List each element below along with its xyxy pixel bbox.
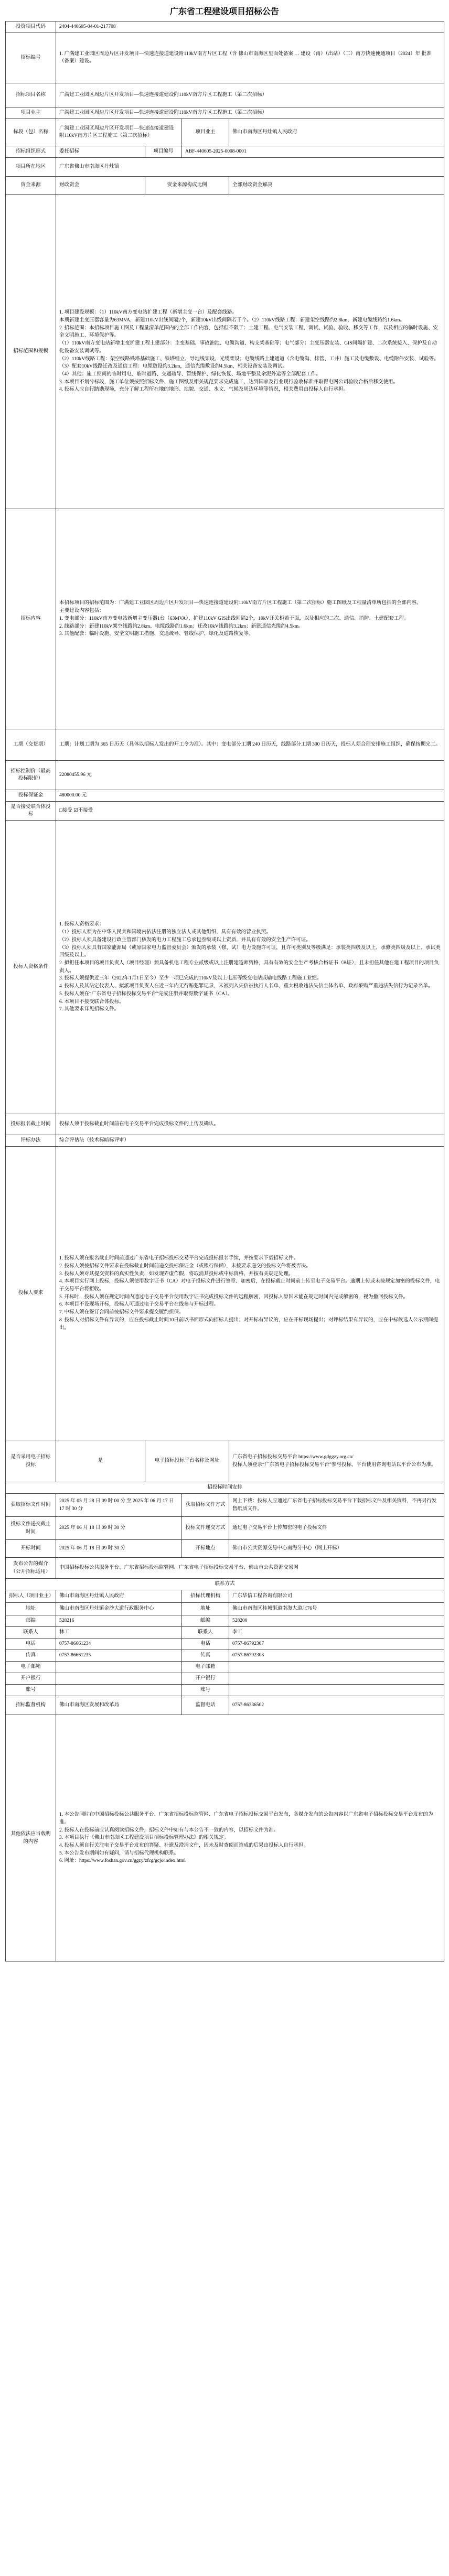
media-label: 发布公告的媒介（公开招标适用） <box>6 1558 56 1579</box>
owner-side-value: 佛山市南海区丹灶镇人民政府 <box>229 118 444 146</box>
ecommerce-value: 是 <box>56 1440 145 1482</box>
agency-person-value: 李工 <box>229 1627 444 1639</box>
scope-value: 1. 项目建设规模：（1）110kV南方变电站扩建工程（新增主变一台）及配套线路。 本期新建主变压器容量为63MVA，新建110kV出线间隔2个，新建10kV出线间隔若干个。（2）110kV线路工程：新建架空线路约2.8km，新建电缆线路约1.6km。 2. 招标范围：本招标项目施工图及工程量清单范围内的全部工作内容，包括但不限于：土建工程、电气安装工程、调试、试验、验收、移交等工作，以及相应的临时设施、安全文明施工、环境保护等。 （1）110kV南方变电站新增主变扩建工程土建部分：主变基础、事故油池、电缆沟道、构支架基础等；电气部分：主变压器安装、GIS间隔扩建、二次系统接入、保护及自动化设备安装调试等。 （2）110kV线路工程：架空线路铁塔基础施工、铁塔组立、导地线架设、光缆架设；电缆线路土建通道（含电缆沟、排管、工井）施工及电缆敷设、电缆附件安装、试验等。 （3）配套10kV线路迁改及通信工程：电缆敷设约3.2km，通信光缆敷设约4.5km，相关设备安装及调试。 （4）其他：施工期间的临时用电、临时道路、交通疏导、管线保护、绿化恢复、场地平整及余泥外运等全部配套工作。 3. 本项目不划分标段，施工单位须按照招标文件、施工图纸及相关规范要求完成施工，达到国家及行业现行验收标准并取得电网公司验收合格后移交使用。 4. 投标人应自行踏勘现场，充分了解工程所在地的地形、地貌、交通、水文、气候及周边环境等情况，相关费用由投标人自行承担。 <box>56 194 444 509</box>
content-label: 招标内容 <box>6 509 56 729</box>
approval-value: 广满建工业园区周边片区开发项目—快速连接道建设附110kV南方片区工程施工（第二次招标） <box>56 83 444 107</box>
tender-code-label: 项目编号 <box>145 146 182 157</box>
agency-addr-value: 佛山市南海区桂城街道南海大道北76号 <box>229 1603 444 1615</box>
get-doc-time-value: 2025 年 05 月 28 日 09 时 00 分 至 2025 年 06 月 17 日 17 时 30 分 <box>56 1494 182 1517</box>
agency-phone-value: 0757-86792307 <box>229 1639 444 1650</box>
agency-email-value <box>229 1662 444 1673</box>
owner-email-value <box>56 1662 182 1673</box>
open-place-label: 开标地点 <box>182 1540 229 1558</box>
supervision-label: 招标监督机构 <box>6 1696 56 1715</box>
owner-account-value <box>56 1685 182 1696</box>
agency-addr-label: 地址 <box>182 1603 229 1615</box>
other-req-value: 1. 投标人须在报名截止时间前通过广东省电子招标投标交易平台完成投标报名手续，并按要求下载招标文件。 2. 投标人须按招标文件要求在投标截止时间前递交投标保证金（或银行保函），未按要求递交的投标文件将被否决。 3. 投标人须对其提交资料的真实性负责，如发现弄虚作假，将取消其投标或中标资格，并按有关规定处理。 4. 本项目实行网上投标，投标人须使用数字证书（CA）对电子投标文件进行签章、加密后，在投标截止时间前上传至电子交易平台。逾期上传或未按规定加密的投标文件，电子交易平台将拒收。 5. 开标时，投标人须在规定时间内通过电子交易平台使用数字证书完成投标文件的远程解密，因投标人原因未能在规定时间内完成解密的，视为撤回投标文件。 6. 本项目不设现场开标，投标人可通过电子交易平台在线参与开标过程。 7. 中标人须在签订合同前按招标文件要求提交履约担保。 8. 投标人对招标文件有异议的，应在投标截止时间10日前以书面形式向招标人提出；对开标有异议的，应在开标现场提出；对评标结果有异议的，应在中标候选人公示期间提出。 <box>56 1147 444 1440</box>
owner-account-label: 账号 <box>6 1685 56 1696</box>
owner-person-label: 联系人 <box>6 1627 56 1639</box>
supervision-phone-label: 监督电话 <box>182 1696 229 1715</box>
owner-bank-label: 开户银行 <box>6 1673 56 1685</box>
get-doc-time-label: 获取招标文件时间 <box>6 1494 56 1517</box>
eval-value: 综合评估法（技术标暗标评审） <box>56 1135 444 1147</box>
joint-label: 是否接受联合体投标 <box>6 801 56 820</box>
owner-email-label: 电子邮箱 <box>6 1662 56 1673</box>
owner-contact-label: 招标人（项目业主） <box>6 1590 56 1603</box>
qualification-label: 投标人资格条件 <box>6 821 56 1114</box>
agency-person-label: 联系人 <box>182 1627 229 1639</box>
owner-person-value: 林工 <box>56 1627 182 1639</box>
owner-phone-label: 电话 <box>6 1639 56 1650</box>
tender-project-label: 标段（包）名称 <box>6 118 56 146</box>
owner-side-label: 项目业主 <box>182 118 229 146</box>
owner-value: 广满建工业园区周边片区开发项目—快速连接道建设附110kV南方片区工程施工（第二次招标） <box>56 107 444 118</box>
owner-addr-label: 地址 <box>6 1603 56 1615</box>
get-doc-way-value: 网上下载：投标人应通过广东省电子招标投标交易平台下载招标文件及相关资料，不再另行发售纸质文件。 <box>229 1494 444 1517</box>
project-code-label: 投资项目代码 <box>6 21 56 33</box>
supervision-phone-value: 0757-86336502 <box>229 1696 444 1715</box>
eval-label: 评标办法 <box>6 1135 56 1147</box>
open-place-value: 佛山市公共资源交易中心南海分中心（网上开标） <box>229 1540 444 1558</box>
other-req-label: 投标人要求 <box>6 1147 56 1440</box>
page-title: 广东省工程建设项目招标公告 <box>169 7 279 16</box>
deposit-value: 480000.00 元 <box>56 790 444 801</box>
agency-account-label: 账号 <box>182 1685 229 1696</box>
platform-note: 投标人须登录“广东省电子招标投标交易平台”参与投标，平台使用咨询电话以平台公布为准。 <box>232 1462 436 1468</box>
project-code-value: 2404-440605-04-01-217708 <box>56 21 444 33</box>
announcement-page <box>5 0 444 1961</box>
qualification-value: 1. 投标人资格要求： （1）投标人须为在中华人民共和国境内依法注册的独立法人或其他组织，具有有效的营业执照。 （2）投标人须具备建设行政主管部门核发的电力工程施工总承包叁级或以上资质，并具有有效的安全生产许可证。 （3）投标人须具有国家能源局（或原国家电力监管委员会）颁发的承装（修、试）电力设施许可证，且许可类别及等级满足：承装类四级及以上、承修类四级及以上、承试类四级及以上。 2. 拟担任本项目的项目负责人（项目经理）须具备机电工程专业贰级或以上注册建造师资格，具有有效的安全生产考核合格证书（B证），且未担任其他在建工程项目的项目负责人。 3. 投标人须提供近三年（2022年1月1日至今）至少一项已完成的110kV及以上电压等级变电站或输电线路工程施工业绩。 4. 投标人及其法定代表人、拟派项目负责人在近三年内无行贿犯罪记录，未被列入失信被执行人名单、重大税收违法失信主体名单、政府采购严重违法失信行为记录名单。 5. 投标人须在“广东省电子招标投标交易平台”完成注册并取得数字证书（CA）。 6. 本项目不接受联合体投标。 7. 其他要求详见招标文件。 <box>56 821 444 1114</box>
get-doc-way-short: 网上下载 <box>232 1498 253 1504</box>
submit-way-value: 通过电子交易平台上传加密的电子投标文件 <box>229 1517 444 1540</box>
tender-code-value: ABF-440605-2025-0008-0001 <box>182 146 444 157</box>
media-value: 中国招标投标公共服务平台、广东省招标投标监管网、广东省电子招标投标交易平台、佛山市公共资源交易网 <box>56 1558 444 1579</box>
submit-way-label: 投标文件递交方式 <box>182 1517 229 1540</box>
agency-contact-label: 招标代理机构 <box>182 1590 229 1603</box>
get-doc-way-label: 获取招标文件方式 <box>182 1494 229 1517</box>
announcement-table <box>5 21 444 1961</box>
agency-contact-name: 广东华信工程咨询有限公司 <box>229 1590 444 1603</box>
joint-value: □接受 ☑不接受 <box>56 801 444 820</box>
duration-label: 工期（交货期） <box>6 729 56 760</box>
owner-zip-label: 邮编 <box>6 1615 56 1627</box>
funding-ratio-value: 全部财政资金解决 <box>229 176 444 194</box>
platform-url[interactable]: 广东省电子招标投标交易平台 https://www.gdggzy.org.cn/ <box>232 1454 354 1460</box>
schedule-section-title: 招投标时间安排 <box>6 1482 444 1494</box>
agency-zip-label: 邮编 <box>182 1615 229 1627</box>
control-price-value: 22080455.96 元 <box>56 760 444 790</box>
agency-fax-value: 0757-86792308 <box>229 1650 444 1662</box>
open-time-label: 开标时间 <box>6 1540 56 1558</box>
agency-zip-value: 528200 <box>229 1615 444 1627</box>
scope-label: 招标范围和规模 <box>6 194 56 509</box>
agency-fax-label: 传真 <box>182 1650 229 1662</box>
other-info-label: 其他依法应当载明的内容 <box>6 1715 56 1961</box>
agency-bank-label: 开户银行 <box>182 1673 229 1685</box>
owner-phone-value: 0757-86661234 <box>56 1639 182 1650</box>
tender-project-value: 广满建工业园区周边片区开发项目—快速连接道建设附110kV南方片区工程施工（第二次招标） <box>56 118 182 146</box>
agency-account-value <box>229 1685 444 1696</box>
submit-time-label: 投标文件递交截止时间 <box>6 1517 56 1540</box>
tender-method-label: 招标组织形式 <box>6 146 56 157</box>
funding-value: 财政资金 <box>56 176 145 194</box>
owner-zip-value: 528216 <box>56 1615 182 1627</box>
deadline-label: 投标报名截止时间 <box>6 1114 56 1135</box>
contact-section-title: 联系方式 <box>6 1579 444 1590</box>
owner-fax-label: 传真 <box>6 1650 56 1662</box>
location-value: 广东省佛山市南海区丹灶镇 <box>56 157 444 176</box>
submit-time-value: 2025 年 06 月 18 日 09 时 30 分 <box>56 1517 182 1540</box>
duration-value: 工期：计划工期为 365 日历天（具体以招标人发出的开工令为准）。其中：变电部分工期 240 日历天，线路部分工期 300 日历天，投标人须合理安排施工组织，确保按期完工。 <box>56 729 444 760</box>
deadline-value: 投标人须于投标截止时间前在电子交易平台完成投标文件的上传及确认。 <box>56 1114 444 1135</box>
owner-label: 项目业主 <box>6 107 56 118</box>
agency-bank-value <box>229 1673 444 1685</box>
approval-label: 招标项目名称 <box>6 83 56 107</box>
funding-ratio-label: 资金来源构成比例 <box>145 176 229 194</box>
supervision-value: 佛山市南海区发展和改革局 <box>56 1696 182 1715</box>
owner-addr-value: 佛山市南海区丹灶镇金沙大道行政服务中心 <box>56 1603 182 1615</box>
project-name-label: 招标编号 <box>6 33 56 83</box>
platform-label: 电子招标投标平台名称及网址 <box>145 1440 229 1482</box>
get-doc-way-detail: 投标人应通过广东省电子招标投标交易平台下载招标文件及相关资料，不再另行发售纸质文件。 <box>232 1498 437 1512</box>
funding-label: 资金来源 <box>6 176 56 194</box>
tender-method-value: 委托招标 <box>56 146 145 157</box>
owner-contact-name: 佛山市南海区丹灶镇人民政府 <box>56 1590 182 1603</box>
control-price-label: 招标控制价（最高投标限价） <box>6 760 56 790</box>
ecommerce-label: 是否采用电子招标投标 <box>6 1440 56 1482</box>
agency-email-label: 电子邮箱 <box>182 1662 229 1673</box>
owner-bank-value <box>56 1673 182 1685</box>
owner-fax-value: 0757-86661235 <box>56 1650 182 1662</box>
content-value: 本招标项目的招标范围为：广满建工业园区周边片区开发项目—快速连接道建设附110kV南方片区工程施工（第二次招标）施工图纸及工程量清单所包括的全部内容。 主要建设内容包括： 1. 变电部分：110kV南方变电站新增主变压器1台（63MVA），扩建110kV GIS出线间隔2个，10kV开关柜若干面，以及相应的二次、通信、消防、土建配套工程。 2. 线路部分：新建110kV架空线路约2.8km、电缆线路约1.6km；迁改10kV线路约3.2km；新建通信光缆约4.5km。 3. 其他配套：临时设施、安全文明施工措施、交通疏导、管线保护、绿化及道路恢复等。 <box>56 509 444 729</box>
other-info-value: 1. 本公告同时在中国招标投标公共服务平台、广东省招标投标监管网、广东省电子招标投标交易平台发布，各媒介发布的公告内容以广东省电子招标投标交易平台发布的为准。 2. 投标人在投标前应认真阅读招标文件，招标文件中如有与本公告不一致的内容，以招标文件为准。 3. 本项目执行《佛山市南海区工程建设项目招标投标管理办法》的相关规定。 4. 投标人须自行关注电子交易平台发布的答疑、补遗及澄清文件，因未及时查阅而造成的后果由投标人自行承担。 5. 本公告发布期间如有疑问，请与招标代理机构联系。 6. 网址：https://www.foshan.gov.cn/ggzy/zfcg/gcjs/index.html <box>56 1715 444 1961</box>
location-label: 项目所在地区 <box>6 157 56 176</box>
agency-phone-label: 电话 <box>182 1639 229 1650</box>
platform-value <box>229 1440 444 1482</box>
open-time-value: 2025 年 06 月 18 日 09 时 30 分 <box>56 1540 182 1558</box>
project-name-value: 1. 广满建工业园区周边片区开发项目—快速连接道建设附110kV南方片区工程（含 佛山市南海区里面处备案 … 建设（南）（出站）（二）南方快速便通项目（2024）年 批准（备案）建设。 <box>56 33 444 83</box>
deposit-label: 投标保证金 <box>6 790 56 801</box>
